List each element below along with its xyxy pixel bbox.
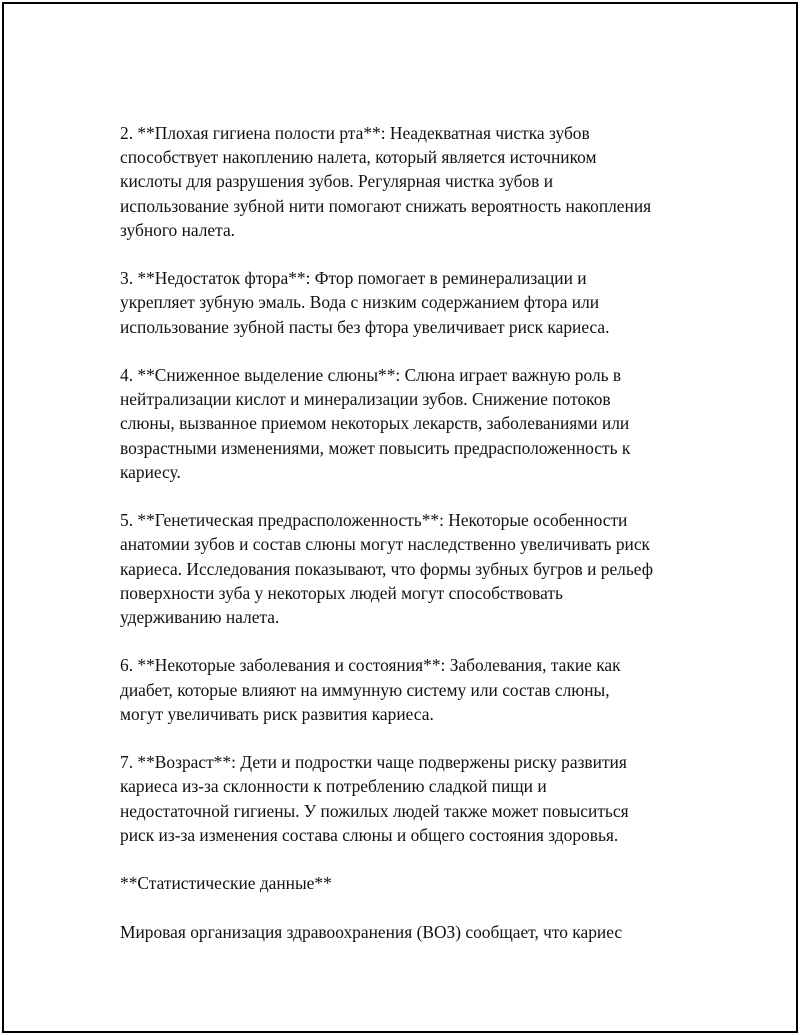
text-line: возрастными изменениями, может повысить предрасположенность к xyxy=(120,437,631,458)
text-line: нейтрализации кислот и минерализации зубов. Снижение потоков xyxy=(120,389,611,410)
text-line: использование зубной нити помогают снижать вероятность накопления xyxy=(120,195,652,216)
text-line: 6. **Некоторые заболевания и состояния**: Заболевания, такие как xyxy=(120,655,621,676)
text-line: риск из-за изменения состава слюны и общего состояния здоровья. xyxy=(120,824,619,845)
text-line: слюны, вызванное приемом некоторых лекарств, заболеваниями или xyxy=(120,413,630,434)
text-line: кариеса из-за склонности к потреблению сладкой пищи и xyxy=(120,776,547,797)
text-line: 3. **Недостаток фтора**: Фтор помогает в реминерализации и xyxy=(120,268,587,289)
section-heading-statistics xyxy=(120,871,700,895)
text-line: укрепляет зубную эмаль. Вода с низким содержанием фтора или xyxy=(120,292,600,313)
text-line: кислоты для разрушения зубов. Регулярная чистка зубов и xyxy=(120,171,554,192)
text-line: использование зубной пасты без фтора увеличивает риск кариеса. xyxy=(120,316,610,337)
text-line: удерживанию налета. xyxy=(120,607,280,628)
paragraph-age xyxy=(120,750,700,847)
paragraph-reduced-saliva xyxy=(120,363,700,484)
paragraph-fluoride-deficiency xyxy=(120,266,700,339)
text-line: поверхности зуба у некоторых людей могут способствовать xyxy=(120,582,563,603)
document-body xyxy=(120,121,700,968)
paragraph-diseases-conditions xyxy=(120,653,700,726)
text-line: анатомии зубов и состав слюны могут наследственно увеличивать риск xyxy=(120,534,651,555)
paragraph-who-statistics xyxy=(120,920,700,944)
paragraph-genetic-predisposition xyxy=(120,508,700,629)
text-line: могут увеличивать риск развития кариеса. xyxy=(120,703,434,724)
text-line: **Статистические данные** xyxy=(120,873,332,894)
text-line: 4. **Сниженное выделение слюны**: Слюна играет важную роль в xyxy=(120,365,622,385)
text-line: Мировая организация здравоохранения (ВОЗ) сообщает, что кариес xyxy=(120,921,623,942)
text-line: кариесу. xyxy=(120,461,181,482)
text-line: диабет, которые влияют на иммунную систему или состав слюны, xyxy=(120,679,610,700)
text-line: способствует накоплению налета, который является источником xyxy=(120,147,597,168)
text-line: 2. **Плохая гигиена полости рта**: Неадекватная чистка зубов xyxy=(120,123,590,143)
text-line: кариеса. Исследования показывают, что формы зубных бугров и рельеф xyxy=(120,558,653,579)
text-line: недостаточной гигиены. У пожилых людей также может повыситься xyxy=(120,800,629,821)
document-page xyxy=(2,2,798,1033)
paragraph-poor-oral-hygiene xyxy=(120,121,700,242)
text-line: 7. **Возраст**: Дети и подростки чаще подвержены риску развития xyxy=(120,752,627,773)
text-line: 5. **Генетическая предрасположенность**: Некоторые особенности xyxy=(120,510,628,531)
text-line: зубного налета. xyxy=(120,219,236,240)
